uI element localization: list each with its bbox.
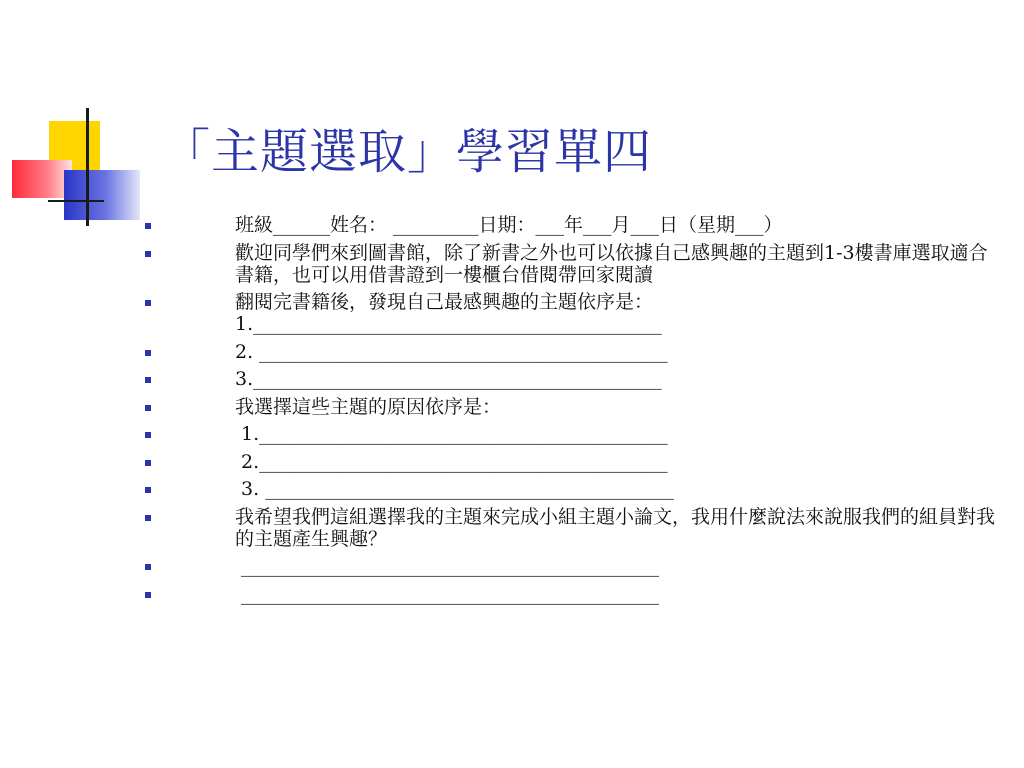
list-item-text: 班級______姓名： _________日期：___年___月___日（星期___） — [235, 214, 783, 236]
list-item-reasons — [140, 396, 1000, 418]
bullet-icon — [145, 251, 151, 257]
list-item-text: ____________________________________________ — [235, 555, 660, 577]
bullet-icon — [145, 300, 151, 306]
bullet-icon — [145, 487, 151, 493]
decorative-squares — [0, 0, 150, 240]
list-item-answer-line-2 — [140, 583, 1000, 605]
list-item-text: 我希望我們這組選擇我的主題來完成小組主題小論文，我用什麼說法來說服我們的組員對我的主題產生興趣？ — [235, 505, 996, 550]
bullet-icon — [145, 223, 151, 229]
list-item-text: 我選擇這些主題的原因依序是： — [235, 395, 502, 418]
vertical-rule — [86, 108, 89, 226]
bullet-list — [140, 214, 1000, 610]
list-item-text: 翻閱完書籍後，發現自己最感興趣的主題依序是： 1.___________________________________________ — [235, 291, 662, 335]
list-item-text: 歡迎同學們來到圖書館，除了新書之外也可以依據自己感興趣的主題到1-3樓書庫選取適合書籍，也可以用借書證到一樓櫃台借閱帶回家閱讀 — [235, 241, 988, 286]
blue-square — [64, 170, 140, 220]
bullet-icon — [145, 432, 151, 438]
list-item-persuade — [140, 506, 1000, 550]
list-item-topic-order — [140, 291, 1000, 335]
list-item-reason-1 — [140, 423, 1000, 445]
list-item-answer-line-1 — [140, 555, 1000, 577]
list-item-text: ____________________________________________ — [235, 582, 660, 605]
bullet-icon — [145, 515, 151, 521]
list-item-text: 2.___________________________________________ — [235, 450, 668, 473]
list-item-welcome — [140, 242, 1000, 286]
list-item-text: 1.___________________________________________ — [235, 423, 668, 445]
bullet-icon — [145, 592, 151, 598]
list-item-reason-2 — [140, 451, 1000, 473]
list-item-text: 3. ___________________________________________ — [235, 478, 674, 500]
list-item-text: 3.___________________________________________ — [235, 368, 662, 390]
list-item-text: 2. ___________________________________________ — [235, 340, 668, 363]
slide-title: 「主題選取」學習單四 — [162, 124, 653, 180]
list-item-topic-3 — [140, 368, 1000, 390]
bullet-icon — [145, 350, 151, 356]
list-item-reason-3 — [140, 478, 1000, 500]
bullet-icon — [145, 564, 151, 570]
horizontal-rule — [48, 200, 104, 202]
bullet-icon — [145, 377, 151, 383]
bullet-icon — [145, 460, 151, 466]
red-square — [12, 160, 72, 198]
bullet-icon — [145, 405, 151, 411]
list-item-topic-2 — [140, 341, 1000, 363]
list-item-class-name-date — [140, 214, 1000, 236]
